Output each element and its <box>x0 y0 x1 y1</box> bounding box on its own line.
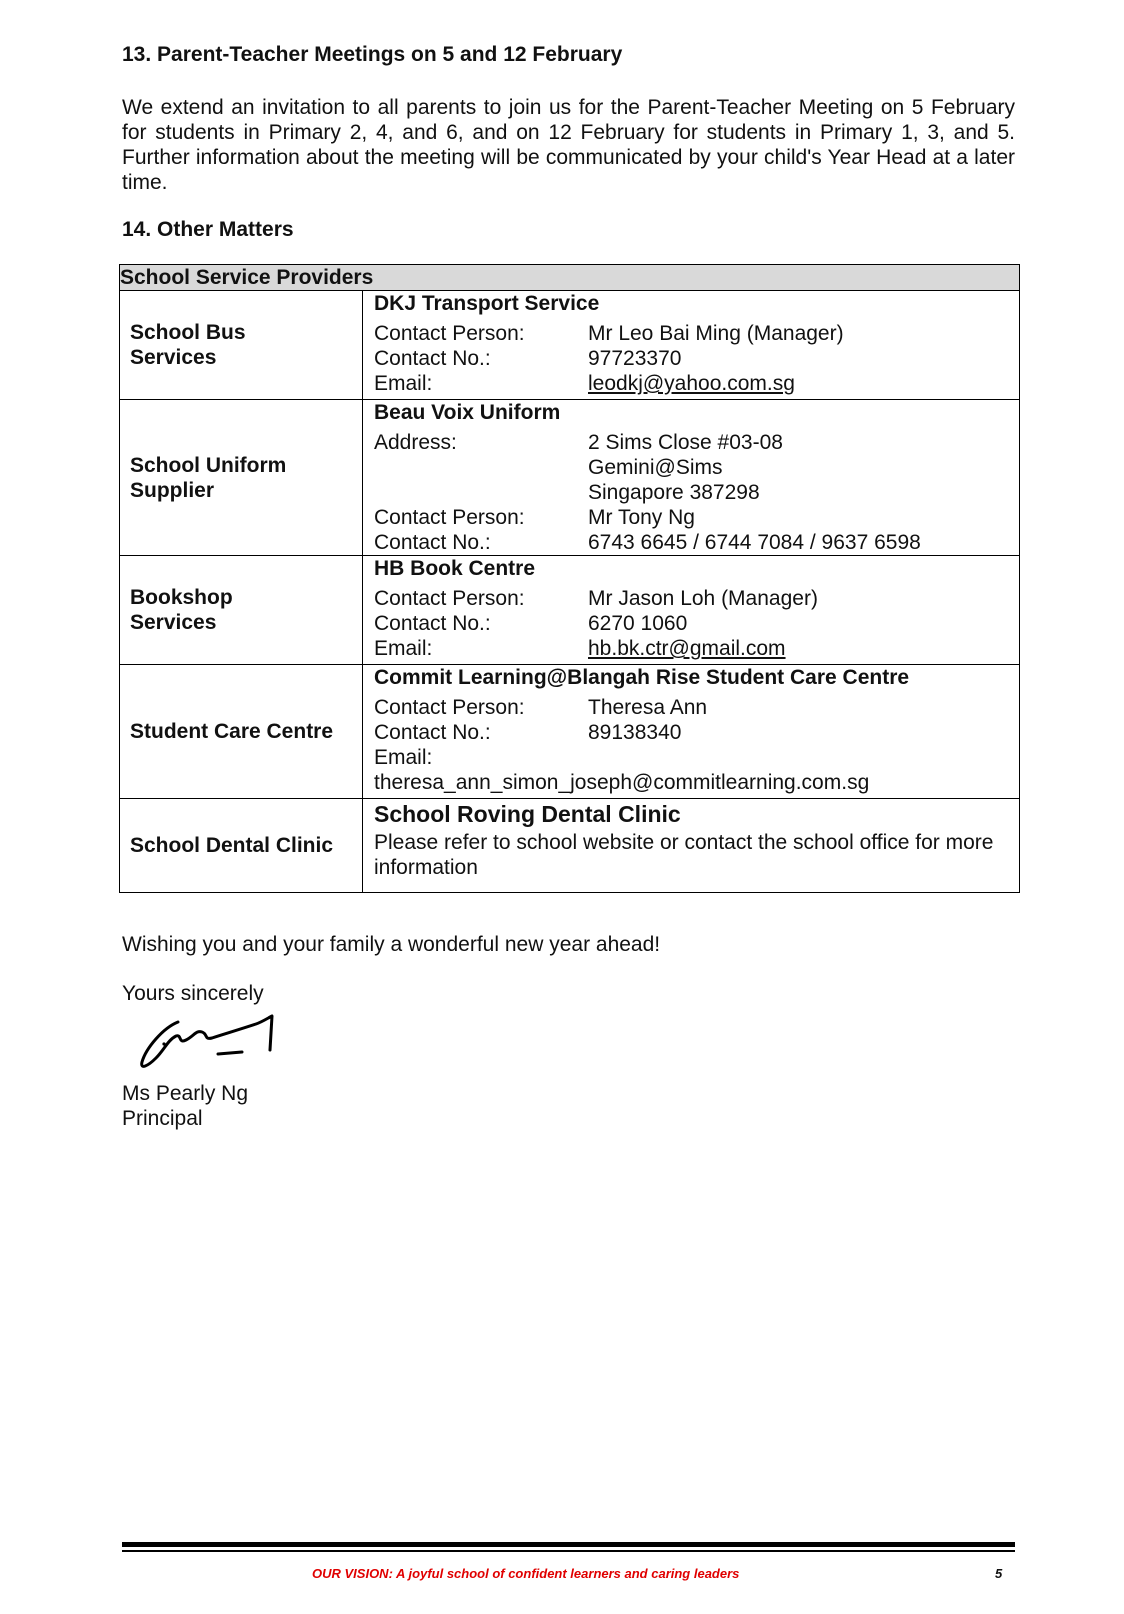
table-row <box>120 665 1020 799</box>
table-row <box>120 291 1020 400</box>
contact-no-value: 6743 6645 / 6744 7084 / 9637 6598 <box>588 531 921 554</box>
signatory-role: Principal <box>122 1107 203 1130</box>
category-label: School Bus <box>130 321 246 344</box>
email-label: Email: <box>374 746 433 769</box>
contact-person-label: Contact Person: <box>374 696 525 719</box>
contact-no-row <box>374 346 1009 371</box>
email-link[interactable]: leodkj@yahoo.com.sg <box>588 372 795 395</box>
address-label: Address: <box>374 431 457 454</box>
email-row <box>374 636 1009 661</box>
contact-person-row <box>374 321 1009 346</box>
category-cell <box>120 665 363 799</box>
signatory-name: Ms Pearly Ng <box>122 1082 249 1105</box>
footer-rule <box>122 1542 1015 1547</box>
provider-cell <box>363 400 1020 556</box>
category-label: Services <box>130 346 217 369</box>
address-line: Singapore 387298 <box>588 481 760 504</box>
address-line: 2 Sims Close #03-08 <box>588 431 783 454</box>
contact-person-value: Mr Tony Ng <box>588 506 695 529</box>
category-label: Supplier <box>130 478 215 502</box>
table-title: School Service Providers <box>120 265 1020 291</box>
contact-no-label: Contact No.: <box>374 612 491 635</box>
contact-no-row <box>374 611 1009 636</box>
table-row <box>120 400 1020 556</box>
provider-note: Please refer to school website or contact the school office for more information <box>374 831 994 879</box>
contact-person-value: Mr Jason Loh (Manager) <box>588 587 818 610</box>
category-cell <box>120 400 363 556</box>
footer-rule-thin <box>122 1550 1015 1552</box>
contact-no-label: Contact No.: <box>374 347 491 370</box>
footer-vision-statement: OUR VISION: A joyful school of confident learners and caring leaders <box>312 1566 740 1581</box>
contact-no-row <box>374 530 1009 555</box>
provider-cell <box>363 556 1020 665</box>
email-label: Email: <box>374 637 433 660</box>
contact-person-row <box>374 586 1009 611</box>
contact-no-value: 89138340 <box>588 721 682 744</box>
contact-no-value: 97723370 <box>588 347 682 370</box>
contact-person-label: Contact Person: <box>374 506 525 529</box>
category-cell <box>120 556 363 665</box>
address-row <box>374 430 1009 505</box>
email-row <box>374 371 1009 396</box>
closing-wish: Wishing you and your family a wonderful new year ahead! <box>122 933 661 956</box>
provider-cell <box>363 291 1020 400</box>
contact-no-value: 6270 1060 <box>588 612 688 635</box>
provider-name: Beau Voix Uniform <box>374 401 561 424</box>
email-label: Email: <box>374 372 433 395</box>
contact-no-row <box>374 720 1009 745</box>
category-label: Services <box>130 611 217 634</box>
provider-name: HB Book Centre <box>374 557 536 580</box>
service-providers-table <box>119 264 1020 893</box>
email-link[interactable]: hb.bk.ctr@gmail.com <box>588 637 786 660</box>
category-label: School Uniform <box>130 453 287 477</box>
category-label: School Dental Clinic <box>130 834 334 857</box>
category-cell <box>120 799 363 893</box>
contact-person-value: Mr Leo Bai Ming (Manager) <box>588 322 844 345</box>
contact-person-value: Theresa Ann <box>588 696 708 719</box>
table-header-row <box>120 265 1020 291</box>
provider-name: School Roving Dental Clinic <box>374 801 681 827</box>
table-row <box>120 556 1020 665</box>
sign-off: Yours sincerely <box>122 982 264 1005</box>
contact-no-label: Contact No.: <box>374 721 491 744</box>
contact-person-row <box>374 505 1009 530</box>
section-14-heading: 14. Other Matters <box>122 218 294 241</box>
category-label: Student Care Centre <box>130 720 334 743</box>
section-13-body: We extend an invitation to all parents to join us for the Parent-Teacher Meeting on 5 February for students in Primary 2, 4, and 6, and on 12 February for students in Primary 1, 3, and 5. Further information about the meeting will be communicated by your child's Year Head at a later time. <box>122 96 1015 194</box>
contact-person-label: Contact Person: <box>374 322 525 345</box>
email-value: theresa_ann_simon_joseph@commitlearning.com.sg <box>374 771 870 794</box>
section-13-heading: 13. Parent-Teacher Meetings on 5 and 12 February <box>122 43 623 66</box>
provider-name: DKJ Transport Service <box>374 292 600 315</box>
address-value <box>588 430 1009 505</box>
category-label: Bookshop <box>130 586 233 609</box>
contact-no-label: Contact No.: <box>374 531 491 554</box>
provider-name: Commit Learning@Blangah Rise Student Care Centre <box>374 666 910 689</box>
contact-person-label: Contact Person: <box>374 587 525 610</box>
signature-image <box>138 1010 288 1080</box>
category-cell <box>120 291 363 400</box>
page-number: 5 <box>995 1566 1003 1581</box>
address-line: Gemini@Sims <box>588 456 723 479</box>
provider-cell <box>363 799 1020 893</box>
provider-cell <box>363 665 1020 799</box>
table-row <box>120 799 1020 893</box>
contact-person-row <box>374 695 1009 720</box>
